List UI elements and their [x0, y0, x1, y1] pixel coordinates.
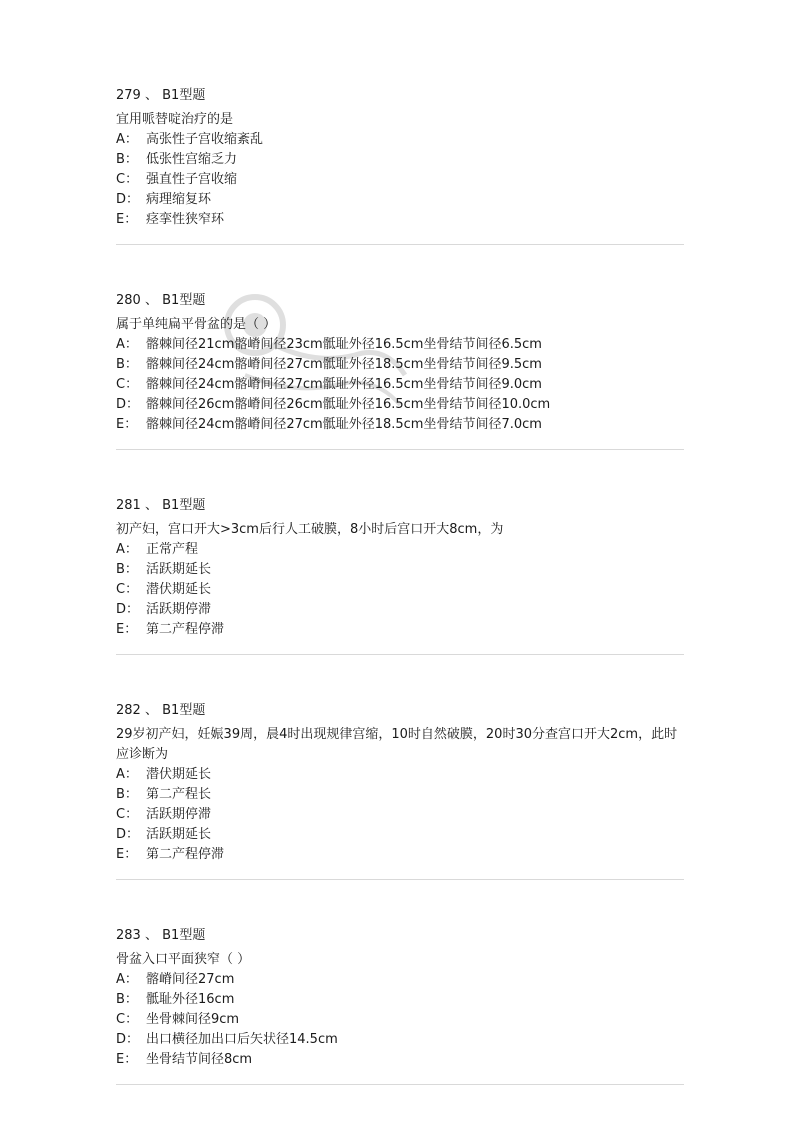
option-c [116, 1010, 684, 1030]
option-letter: A： [116, 337, 138, 352]
option-d [116, 825, 684, 845]
option-text: 第二产程长 [146, 787, 212, 802]
option-b [116, 785, 684, 805]
question-282 [116, 701, 684, 880]
option-c [116, 170, 684, 190]
option-letter: C： [116, 582, 139, 597]
option-text: 活跃期延长 [146, 827, 212, 842]
option-a [116, 970, 684, 990]
question-number: 282 [116, 703, 141, 718]
option-text: 第二产程停滞 [146, 847, 225, 862]
question-type: B1型题 [162, 88, 206, 103]
option-c [116, 805, 684, 825]
option-b [116, 990, 684, 1010]
question-number: 280 [116, 293, 141, 308]
question-header [116, 291, 684, 311]
question-type: B1型题 [162, 928, 206, 943]
option-letter: E： [116, 622, 138, 637]
option-d [116, 1030, 684, 1050]
option-letter: D： [116, 397, 140, 412]
question-280 [116, 291, 684, 450]
question-divider [116, 879, 684, 880]
option-text: 骶耻外径16cm [146, 992, 235, 1007]
option-b [116, 355, 684, 375]
option-text: 坐骨棘间径9cm [146, 1012, 240, 1027]
option-text: 出口横径加出口后矢状径14.5cm [146, 1032, 338, 1047]
option-e [116, 1050, 684, 1070]
question-separator: 、 [144, 88, 158, 103]
option-text: 髂嵴间径27cm [146, 972, 235, 987]
option-text: 正常产程 [146, 542, 199, 557]
option-letter: E： [116, 212, 138, 227]
question-number: 283 [116, 928, 141, 943]
question-header [116, 926, 684, 946]
option-text: 活跃期延长 [146, 562, 212, 577]
option-a [116, 335, 684, 355]
option-a [116, 130, 684, 150]
question-header [116, 496, 684, 516]
option-text: 活跃期停滞 [146, 807, 212, 822]
question-header [116, 701, 684, 721]
option-text: 强直性子宫收缩 [146, 172, 238, 187]
option-e [116, 845, 684, 865]
option-letter: A： [116, 542, 138, 557]
option-letter: B： [116, 152, 138, 167]
question-stem: 宜用哌替啶治疗的是 [116, 112, 234, 127]
question-separator: 、 [144, 293, 158, 308]
option-letter: D： [116, 192, 140, 207]
question-type: B1型题 [162, 703, 206, 718]
option-text: 第二产程停滞 [146, 622, 225, 637]
option-e [116, 210, 684, 230]
option-letter: C： [116, 172, 139, 187]
question-283 [116, 926, 684, 1085]
option-text: 髂棘间径24cm髂嵴间径27cm骶耻外径18.5cm坐骨结节间径7.0cm [146, 417, 542, 432]
option-letter: D： [116, 1032, 140, 1047]
option-d [116, 600, 684, 620]
option-text: 髂棘间径26cm髂嵴间径26cm骶耻外径16.5cm坐骨结节间径10.0cm [146, 397, 551, 412]
option-letter: B： [116, 787, 138, 802]
option-letter: B： [116, 992, 138, 1007]
question-type: B1型题 [162, 498, 206, 513]
option-text: 潜伏期延长 [146, 582, 212, 597]
question-separator: 、 [144, 498, 158, 513]
question-divider [116, 654, 684, 655]
question-stem: 属于单纯扁平骨盆的是（ ） [116, 317, 277, 332]
question-separator: 、 [144, 703, 158, 718]
option-letter: B： [116, 357, 138, 372]
option-c [116, 375, 684, 395]
option-text: 高张性子宫收缩紊乱 [146, 132, 264, 147]
question-divider [116, 244, 684, 245]
option-c [116, 580, 684, 600]
option-text: 髂棘间径21cm髂嵴间径23cm骶耻外径16.5cm坐骨结节间径6.5cm [146, 337, 542, 352]
question-divider [116, 1084, 684, 1085]
option-text: 髂棘间径24cm髂嵴间径27cm骶耻外径16.5cm坐骨结节间径9.0cm [146, 377, 542, 392]
option-text: 坐骨结节间径8cm [146, 1052, 253, 1067]
option-d [116, 395, 684, 415]
question-number: 279 [116, 88, 141, 103]
question-stem: 29岁初产妇，妊娠39周，晨4时出现规律宫缩，10时自然破膜，20时30分查宫口开大2cm，此时应诊断为 [116, 727, 678, 762]
option-letter: A： [116, 767, 138, 782]
option-b [116, 150, 684, 170]
option-d [116, 190, 684, 210]
option-a [116, 540, 684, 560]
question-separator: 、 [144, 928, 158, 943]
question-281 [116, 496, 684, 655]
option-letter: B： [116, 562, 138, 577]
question-stem: 初产妇，宫口开大>3cm后行人工破膜，8小时后宫口开大8cm，为 [116, 522, 504, 537]
option-b [116, 560, 684, 580]
option-e [116, 415, 684, 435]
question-stem: 骨盆入口平面狭窄（ ） [116, 952, 251, 967]
option-text: 低张性宫缩乏力 [146, 152, 238, 167]
question-divider [116, 449, 684, 450]
option-letter: C： [116, 1012, 139, 1027]
option-letter: A： [116, 972, 138, 987]
question-type: B1型题 [162, 293, 206, 308]
option-letter: E： [116, 1052, 138, 1067]
option-letter: E： [116, 847, 138, 862]
option-letter: C： [116, 807, 139, 822]
question-header [116, 86, 684, 106]
option-letter: D： [116, 827, 140, 842]
option-text: 病理缩复环 [146, 192, 212, 207]
option-letter: E： [116, 417, 138, 432]
option-letter: A： [116, 132, 138, 147]
option-text: 潜伏期延长 [146, 767, 212, 782]
question-279 [116, 86, 684, 245]
question-list [116, 86, 684, 1131]
option-text: 活跃期停滞 [146, 602, 212, 617]
option-e [116, 620, 684, 640]
question-number: 281 [116, 498, 141, 513]
option-a [116, 765, 684, 785]
option-letter: C： [116, 377, 139, 392]
option-letter: D： [116, 602, 140, 617]
option-text: 痉挛性狭窄环 [146, 212, 225, 227]
option-text: 髂棘间径24cm髂嵴间径27cm骶耻外径18.5cm坐骨结节间径9.5cm [146, 357, 542, 372]
